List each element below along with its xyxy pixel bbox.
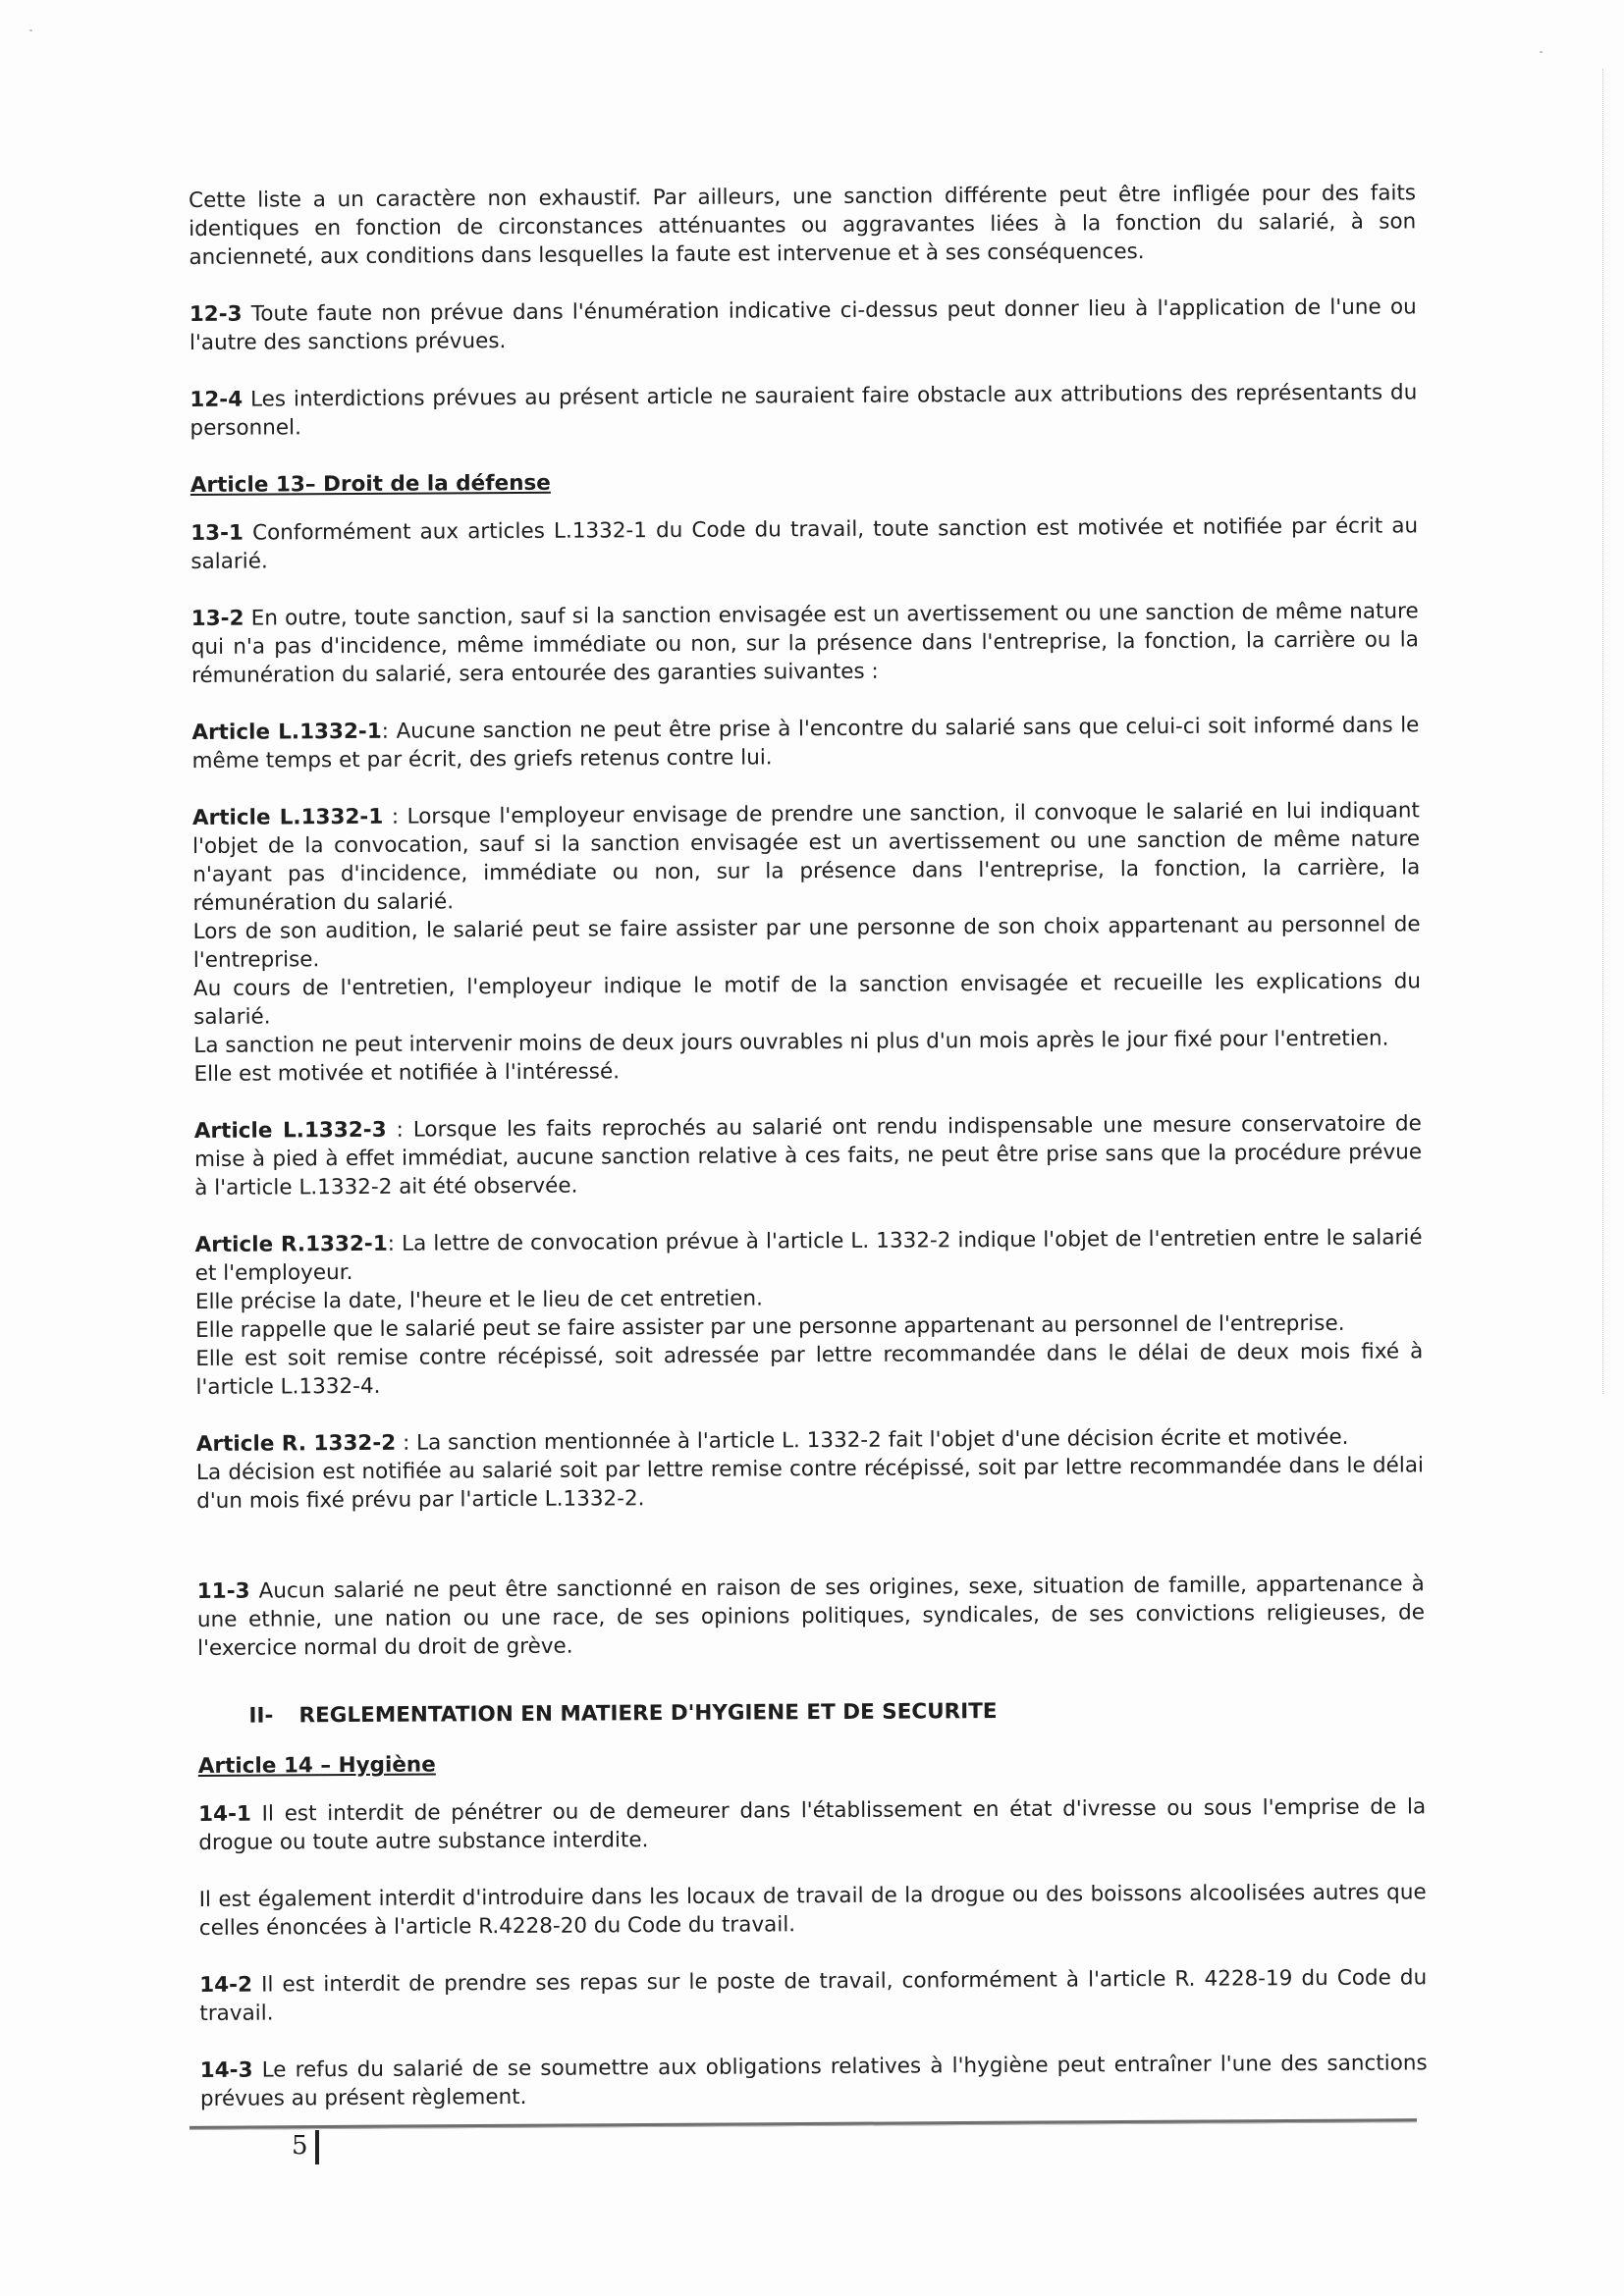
article-first-line [192,796,1421,918]
article-text: : Lorsque l'employeur envisage de prendre une sanction, il convoque le salarié en lui indiquant l'objet de la convocation, sauf si la sanction envisagée est un avertissement ou une sanction de même nature n'ayant pas d'incidence, immédiate ou non, sur la présence dans l'entreprise, la fonction, la carrière, la rémunération du salarié. [192,798,1421,916]
article-text: : Aucune sanction ne peut être prise à l'encontre du salarié sans que celui-ci soit informé dans le même temps et par écrit, des griefs retenus contre lui. [191,713,1420,774]
paragraph-13-2 [191,597,1420,690]
article-line: Au cours de l'entretien, l'employeur indique le motif de la sanction envisagée et recueille les explications du salarié. [192,969,1422,1030]
scan-speck [29,29,32,31]
article-label: Article R.1332-1 [194,1231,388,1257]
paragraph-11-3 [197,1570,1426,1663]
scan-edge-marks [1602,69,1604,1394]
paragraph-text: Le refus du salarié de se soumettre aux obligations relatives à l'hygiène peut entraîner l'une des sanctions prévues au présent règlement. [199,2051,1428,2111]
paragraph-number: 13-1 [190,520,244,546]
article-14-heading: Article 14 – Hygiène [197,1752,436,1779]
paragraph-text: Conformément aux articles L.1332-1 du Code du travail, toute sanction est motivée et notifiée par écrit au salarié. [190,513,1419,574]
intro-paragraph: Cette liste a un caractère non exhaustif. Par ailleurs, une sanction différente peut être infligée pour des faits identiques en fonction de circonstances atténuantes ou aggravantes liées à la fonction du salarié, à son ancienneté, aux conditions dans lesquelles la faute est intervenue et à ses conséquences. [189,181,1417,270]
article-l1332-3 [194,1109,1423,1202]
paragraph-13-1 [190,511,1418,576]
page-number: 5 [292,2131,308,2161]
article-text: : La lettre de convocation prévue à l'article L. 1332-2 indique l'objet de l'entretien entre le salarié et l'employeur. [194,1225,1423,1286]
article-l1332-1-first [191,711,1419,775]
paragraph-number: 14-3 [199,2057,253,2083]
paragraph-text: Il est interdit de prendre ses repas sur le poste de travail, conformément à l'article R. 4228-19 du Code du travail. [199,1965,1428,2026]
paragraph-text: Les interdictions prévues au présent article ne sauraient faire obstacle aux attributions des représentants du personnel. [189,380,1418,441]
paragraph-14-1 [198,1792,1426,1857]
paragraph-text: Il est interdit de pénétrer ou de demeurer dans l'établissement en état d'ivresse ou sous l'emprise de la drogue ou toute autre substance interdite. [198,1794,1427,1855]
article-l1332-1-second [192,796,1422,1089]
paragraph-text: En outre, toute sanction, sauf si la sanction envisagée est un avertissement ou une sanction de même nature qui n'a pas d'incidence, même immédiate ou non, sur la présence dans l'entreprise, la fonction, la carrière ou la rémunération du salarié, sera entourée des garanties suivantes : [190,599,1419,688]
article-line: Elle rappelle que le salarié peut se faire assister par une personne appartenant au personnel de l'entreprise. [195,1310,1345,1343]
paragraph-number: 12-4 [189,387,244,412]
page-body [189,179,1428,2142]
article-13-heading: Article 13– Droit de la défense [189,470,551,498]
article-label: Article L.1332-1 [191,719,382,745]
paragraph-12-4 [189,378,1417,443]
article-label: Article L.1332-1 [191,804,384,830]
paragraph-text: Toute faute non prévue dans l'énumération indicative ci-dessus peut donner lieu à l'application de l'une ou l'autre des sanctions prévues. [189,294,1417,355]
article-line: Elle précise la date, l'heure et le lieu de cet entretien. [194,1286,763,1314]
paragraph-14-2 [199,1963,1427,2028]
article-line: La décision est notifiée au salarié soit par lettre remise contre récépissé, soit par lettre recommandée dans le délai d'un mois fixé prévu par l'article L.1332-2. [195,1453,1425,1514]
article-line: Elle est soit remise contre récépissé, soit adressée par lettre recommandée dans le délai de deux mois fixé à l'article L.1332-4. [195,1339,1424,1400]
article-label: Article L.1332-3 [193,1117,387,1144]
paragraph-14-3 [200,2049,1428,2113]
paragraph-12-3 [189,293,1417,357]
section-title-text: REGLEMENTATION EN MATIERE D'HYGIENE ET DE SECURITE [298,1698,998,1729]
paragraph-14-1-continued: Il est également interdit d'introduire dans les locaux de travail de la drogue ou des boissons alcoolisées autres que celles énoncées à l'article R.4228-20 du Code du travail. [198,1880,1427,1941]
article-text: : La sanction mentionnée à l'article L. 1332-2 fait l'objet d'une décision écrite et motivée. [396,1424,1349,1456]
article-label: Article R. 1332-2 [195,1430,397,1457]
scan-speck [1540,51,1543,53]
paragraph-text: Aucun salarié ne peut être sanctionné en raison de ses origines, sexe, situation de famille, appartenance à une ethnie, une nation ou une race, de ses opinions politiques, syndicales, de ses convictions religieuses, de l'exercice normal du droit de grève. [196,1572,1425,1661]
article-line: Lors de son audition, le salarié peut se faire assister par une personne de son choix appartenant au personnel de l'entreprise. [192,912,1421,973]
paragraph-number: 13-2 [190,606,244,631]
article-line: Elle est motivée et notifiée à l'intéressé. [193,1059,621,1087]
page-number-bar [315,2130,319,2164]
paragraph-number: 12-3 [189,301,243,327]
section-ii-heading [197,1694,1425,1731]
article-r1332-2 [196,1422,1425,1516]
paragraph-number: 14-2 [199,1972,253,1998]
paragraph-number: 14-1 [198,1801,252,1827]
section-number: II- [248,1703,274,1729]
article-line: La sanction ne peut intervenir moins de deux jours ouvrables ni plus d'un mois après le jour fixé pour l'entretien. [193,1026,1389,1058]
paragraph-number: 11-3 [196,1578,250,1604]
article-text: : Lorsque les faits reprochés au salarié ont rendu indispensable une mesure conservatoire de mise à pied à effet immédiat, aucune sanction relative à ces faits, ne peut être prise sans que la procédure prévue à l'article L.1332-2 ait été observée. [193,1111,1423,1201]
article-first-line [194,1223,1422,1288]
article-r1332-1 [194,1223,1423,1402]
